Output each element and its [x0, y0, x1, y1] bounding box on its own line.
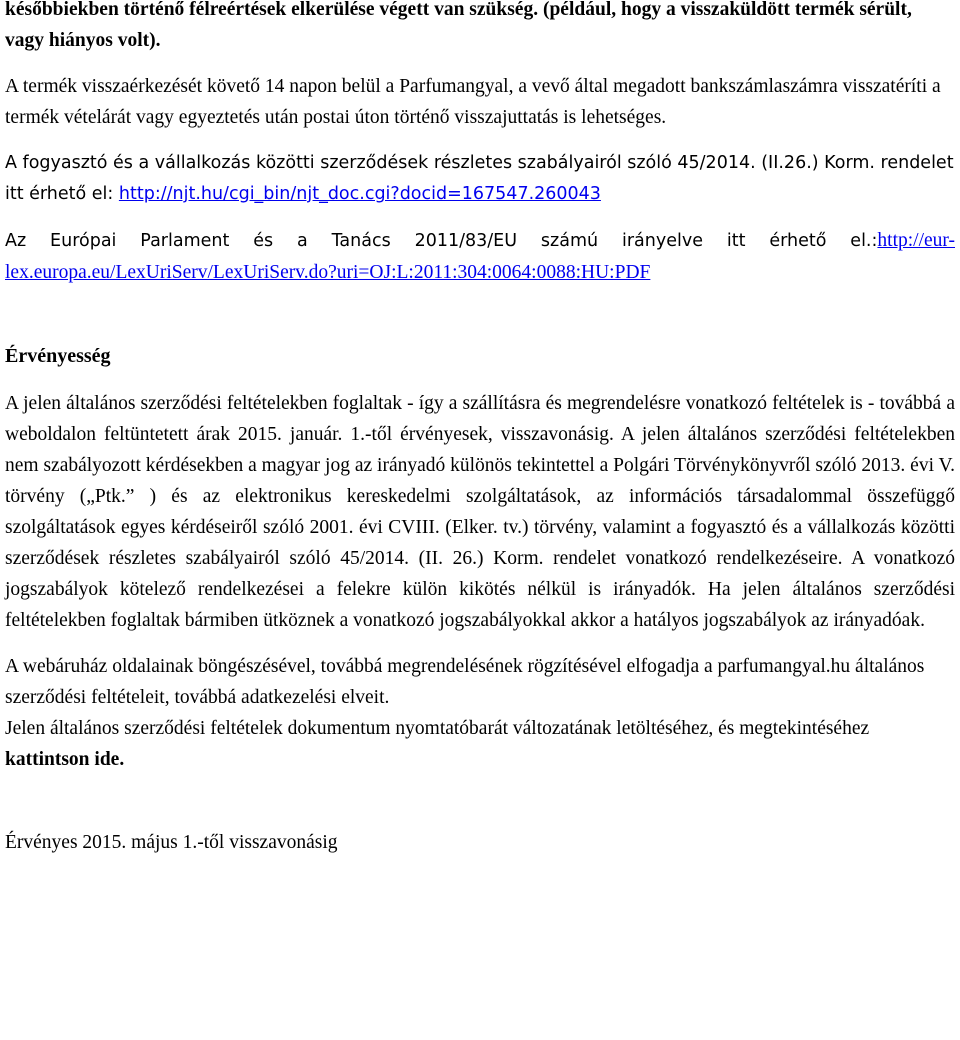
document-page	[5, 0, 955, 858]
print-paragraph	[5, 713, 955, 775]
decree-link[interactable]: http://njt.hu/cgi_bin/njt_doc.cgi?docid=167547.260043	[118, 184, 601, 204]
print-download-link[interactable]: kattintson ide.	[5, 749, 125, 770]
directive-paragraph	[5, 225, 955, 289]
acceptance-paragraph: A webáruház oldalainak böngészésével, továbbá megrendelésének rögzítésével elfogadja a parfumangyal.hu általános szerződési feltételeit, továbbá adatkezelési elveit.	[5, 656, 925, 708]
decree-paragraph	[5, 148, 955, 210]
print-text: Jelen általános szerződési feltételek dokumentum nyomtatóbarát változatának letöltéséhez, és megtekintéséhez	[5, 718, 870, 739]
intro-paragraph: későbbiekben történő félreértések elkerülése végett van szükség. (például, hogy a visszaküldött termék sérült, vagy hiányos volt).	[5, 0, 912, 51]
decree-text: A fogyasztó és a vállalkozás közötti szerződések részletes szabályairól szóló 45/2014. (II.26.) Korm. rendelet itt érhető el:	[5, 153, 954, 204]
directive-text: Az Európai Parlament és a Tanács 2011/83/EU számú irányelve itt érhető el.:	[5, 231, 878, 251]
validity-paragraph: A jelen általános szerződési feltételekben foglaltak - így a szállításra és megrendelésre vonatkozó feltételek is - továbbá a weboldalon feltüntetett árak 2015. január. 1.-től érvényesek, visszavonásig. A jelen általános szerződési feltételekben nem szabályozott kérdésekben a magyar jog az irányadó különös tekintettel a Polgári Törvénykönyvről szóló 2013. évi V. törvény („Ptk.” ) és az elektronikus kereskedelmi szolgáltatások, az információs társadalommal összefüggő szolgáltatások egyes kérdéseiről szóló 2001. évi CVIII. (Elker. tv.) törvény, valamint a fogyasztó és a vállalkozás közötti szerződések részletes szabályairól szóló 45/2014. (II. 26.) Korm. rendelet vonatkozó rendelkezéseire. A vonatkozó jogszabályok kötelező rendelkezései a felekre külön kikötés nélkül is irányadók. Ha jelen általános szerződési feltételekben foglaltak bármiben ütköznek a vonatkozó jogszabályokkal akkor a hatályos jogszabályok az irányadóak.	[5, 393, 955, 631]
directive-link[interactable]: http://eur-lex.europa.eu/LexUriServ/LexUriServ.do?uri=OJ:L:2011:304:0064:0088:HU:PDF	[5, 230, 955, 283]
refund-paragraph: A termék visszaérkezését követő 14 napon belül a Parfumangyal, a vevő által megadott bankszámlaszámra visszatéríti a termék vételárát vagy egyeztetés után postai úton történő visszajuttatás is lehetséges.	[5, 76, 941, 128]
validity-heading: Érvényesség	[5, 345, 111, 367]
footer-validity-note: Érvényes 2015. május 1.-től visszavonásig	[5, 832, 338, 853]
